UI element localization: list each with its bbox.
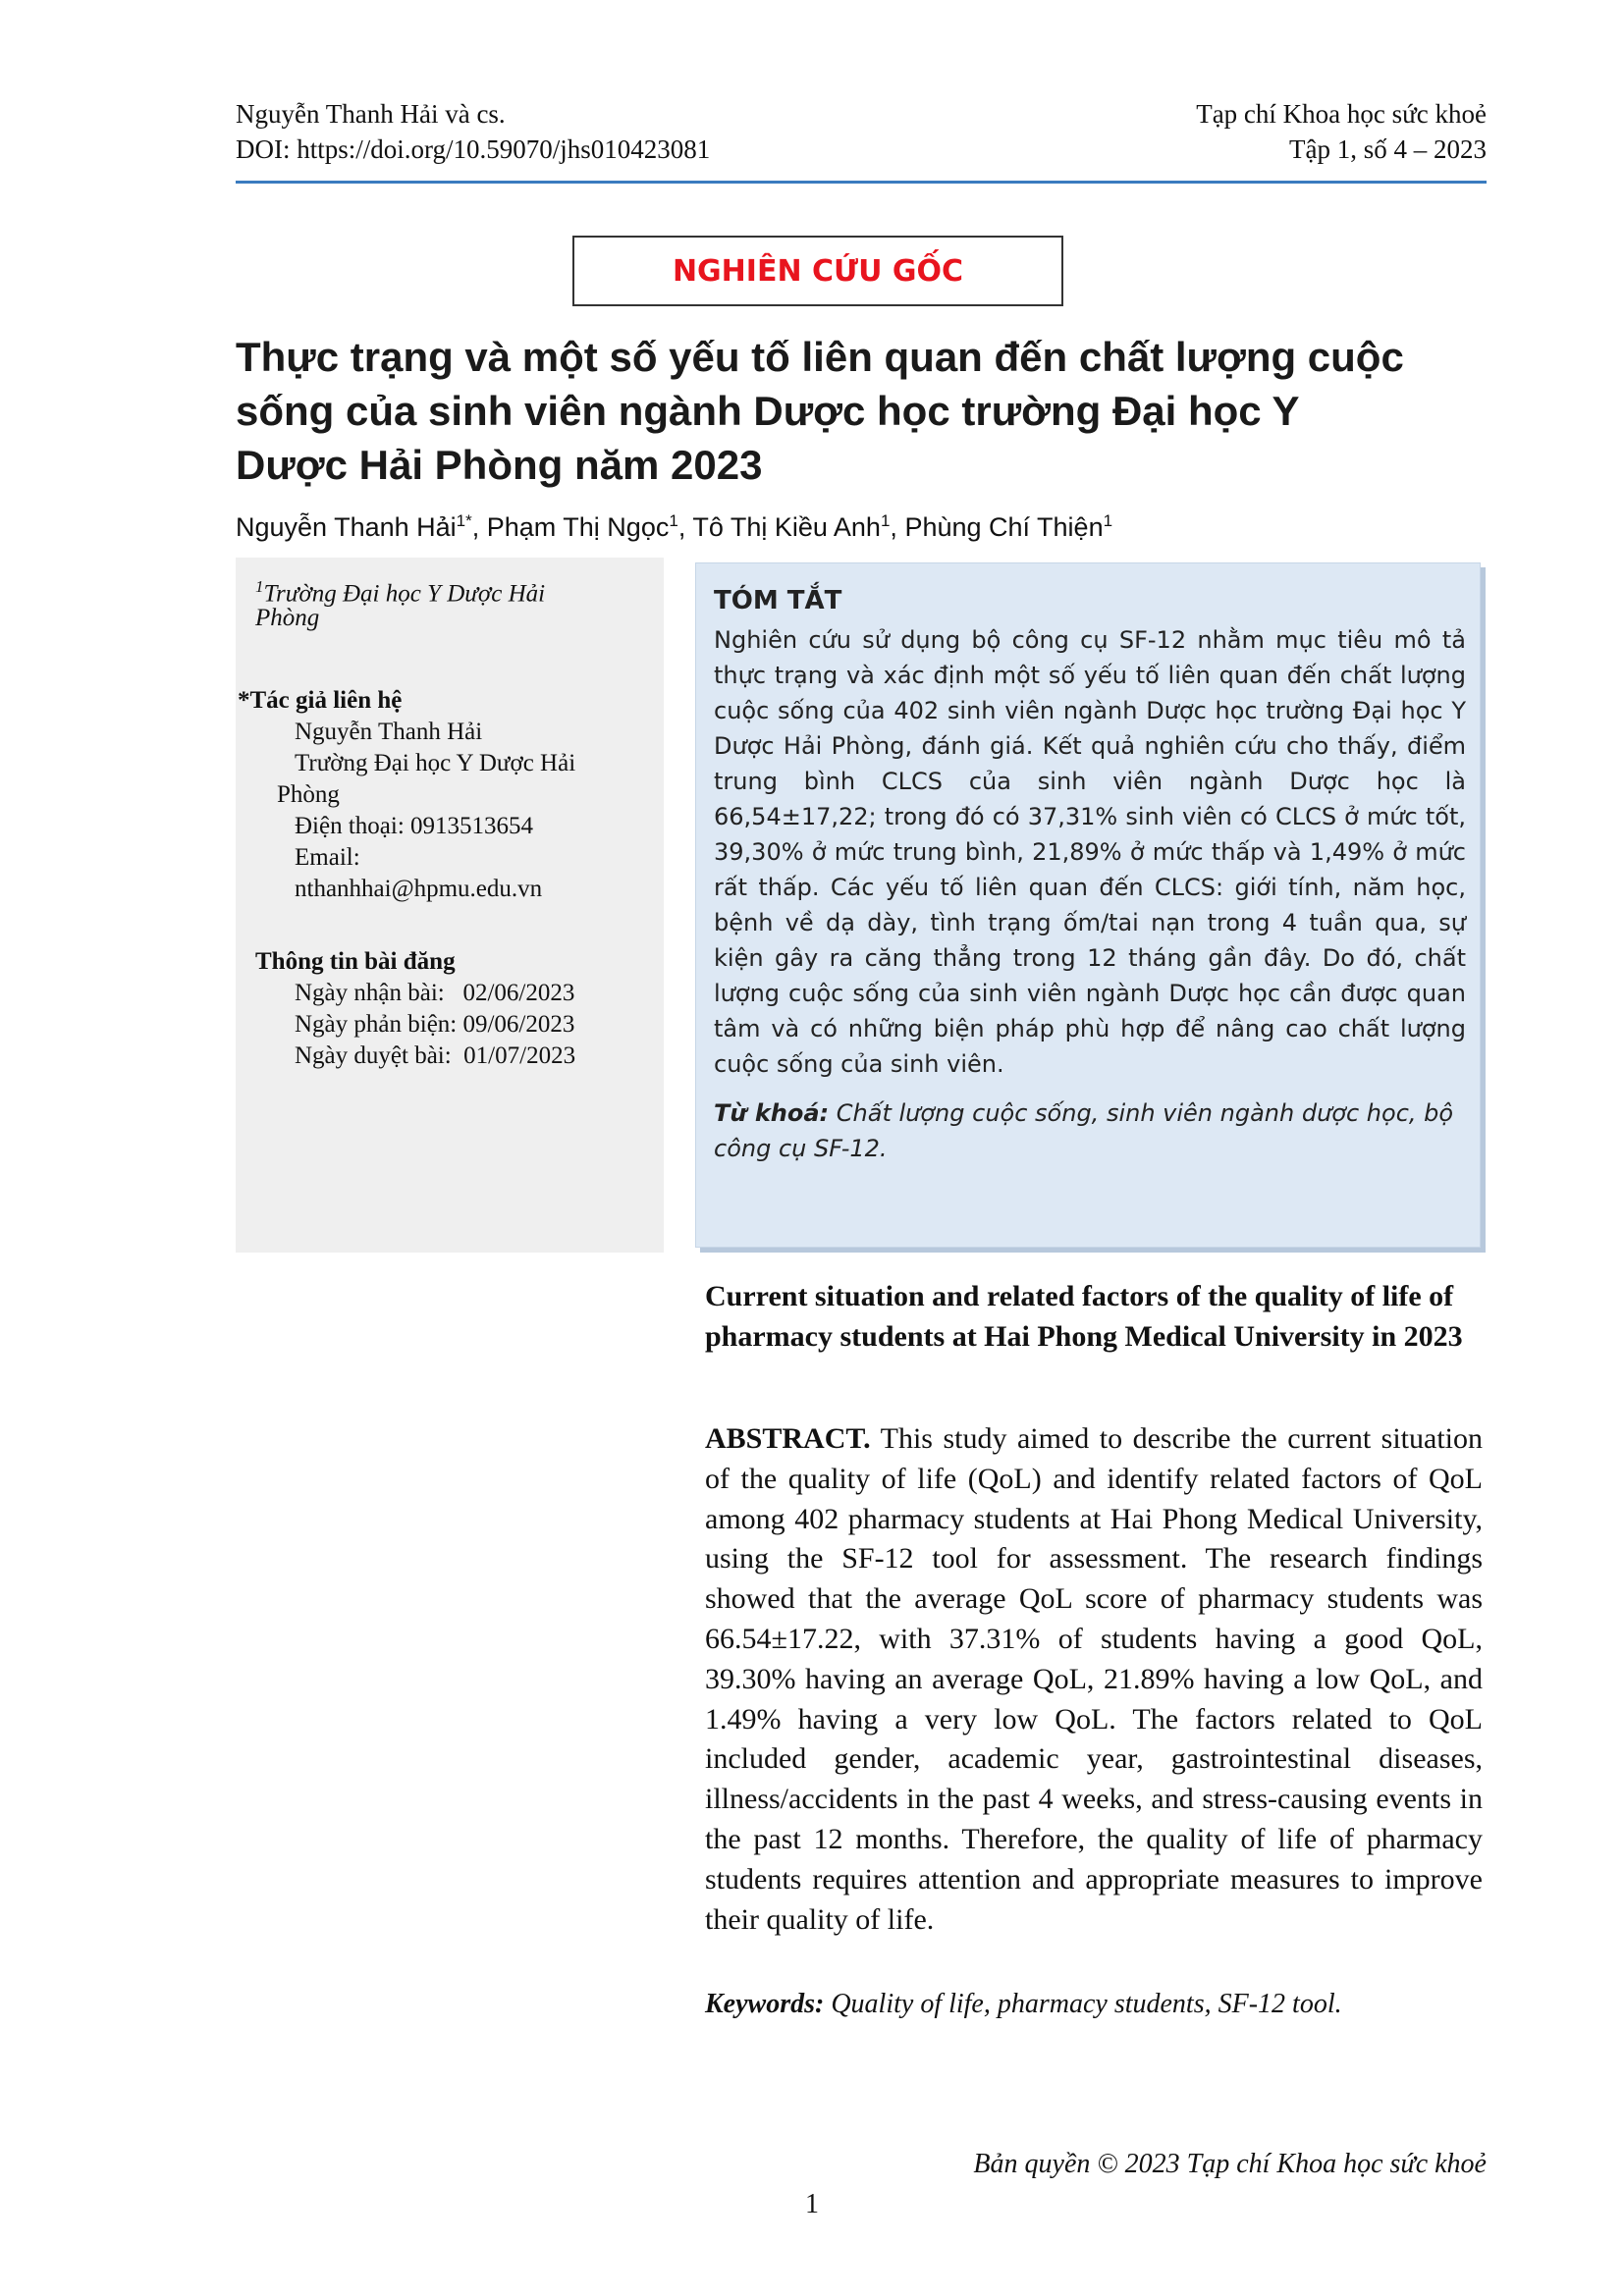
keywords-vi-text: Chất lượng cuộc sống, sinh viên ngành dược học, bộ công cụ SF-12. [714, 1099, 1454, 1162]
english-title: Current situation and related factors of the quality of life of pharmacy students at Hai Phong Medical University in 2023 [705, 1280, 1463, 1353]
title-line: Thực trạng và một số yếu tố liên quan đến chất lượng cuộc [236, 334, 1404, 380]
keywords-en-label: Keywords: [705, 1989, 825, 2019]
abstract-vi-heading: TÓM TẮT [714, 586, 842, 615]
header-doi[interactable]: DOI: https://doi.org/10.59070/jhs010423081 [236, 134, 711, 164]
author-name: Phạm Thị Ngọc [486, 512, 670, 542]
date-accepted: Ngày duyệt bài: 01/07/2023 [295, 1042, 576, 1069]
title-line: Dược Hải Phòng năm 2023 [236, 442, 763, 488]
author-affil: 1* [456, 511, 472, 530]
author-name: Phùng Chí Thiện [904, 512, 1104, 542]
english-keywords [705, 1987, 1490, 2022]
copyright-notice: Bản quyền © 2023 Tạp chí Khoa học sức khoẻ [973, 2149, 1487, 2179]
keywords-en-text: Quality of life, pharmacy students, SF-12 tool. [831, 1989, 1342, 2019]
page-number: 1 [805, 2189, 819, 2219]
email-link[interactable]: nthanhhai@hpmu.edu.vn [295, 876, 543, 902]
page-title [236, 330, 1502, 492]
header-journal: Tạp chí Khoa học sức khoẻ [1196, 99, 1487, 129]
affiliation-line: Phòng [255, 605, 320, 631]
title-line: sống của sinh viên ngành Dược học trường Đại học Y [236, 388, 1300, 434]
article-type-badge [572, 236, 1063, 306]
abstract-en-label: ABSTRACT. [705, 1422, 871, 1455]
date-reviewed: Ngày phản biện: 09/06/2023 [295, 1011, 575, 1038]
affiliation-line: $^1$Trường Đại học Y Dược Hải [255, 577, 546, 608]
abstract-vi-keywords [714, 1095, 1466, 1166]
header-authors: Nguyễn Thanh Hải và cs. [236, 99, 506, 129]
corresponding-label: *Tác giả liên hệ [238, 687, 403, 714]
email-label: Email: [295, 844, 360, 871]
author-affil: 1 [1103, 511, 1113, 530]
abstract-vi-text: Nghiên cứu sử dụng bộ công cụ SF-12 nhằm mục tiêu mô tả thực trạng và xác định một số yếu tố liên quan đến chất lượng cuộc sống của 402 sinh viên ngành Dược học trường Đại học Y Dược Hải Phòng, đánh giá. Kết quả nghiên cứu cho thấy, điểm trung bình CLCS của sinh viên ngành Dược học là 66,54±17,22; trong đó có 37,31% sinh viên có CLCS ở mức tốt, 39,30% ở mức trung bình, 21,89% ở mức thấp và 1,49% ở mức rất thấp. Các yếu tố liên quan đến CLCS: giới tính, năm học, bệnh về dạ dày, tình trạng ốm/tai nạn trong 4 tuần qua, sự kiện gây ra căng thẳng trong 12 tháng gần đây. Do đó, chất lượng cuộc sống của sinh viên ngành Dược học cần được quan tâm và có những biện pháp phù hợp để nâng cao chất lượng cuộc sống của sinh viên. [714, 626, 1466, 1078]
keywords-vi-label: Từ khoá: [714, 1099, 830, 1127]
running-header-left [236, 96, 710, 167]
author-name: Tô Thị Kiều Anh [692, 512, 881, 542]
english-abstract [705, 1419, 1483, 1940]
affiliation-sup: 1 [255, 577, 264, 596]
author-list: Nguyễn Thanh Hải$^{1*}$, Phạm Thị Ngọc$^1$, Tô Thị Kiều Anh$^1$, Phùng Chí Thiện$^1$ [236, 511, 1113, 542]
author-affil: 1 [669, 511, 678, 530]
article-info-sidebar [236, 558, 664, 1253]
corresponding-org: Trường Đại học Y Dược Hải [295, 750, 576, 776]
running-header-right [1196, 96, 1487, 167]
corresponding-phone: Điện thoại: 0913513654 [295, 813, 534, 839]
corresponding-org: Phòng [277, 781, 340, 808]
author-affil: 1 [880, 511, 891, 530]
corresponding-name: Nguyễn Thanh Hải [295, 719, 483, 745]
author-name: Nguyễn Thanh Hải [236, 512, 457, 542]
pub-info-label: Thông tin bài đăng [255, 948, 456, 975]
abstract-vi-box [695, 562, 1481, 1248]
date-received: Ngày nhận bài: 02/06/2023 [295, 980, 575, 1006]
header-volume: Tập 1, số 4 – 2023 [1289, 134, 1487, 164]
header-divider [236, 181, 1487, 184]
article-type-label: NGHIÊN CỨU GỐC [672, 253, 964, 289]
abstract-en-text: This study aimed to describe the current situation of the quality of life (QoL) and identify related factors of QoL among 402 pharmacy students at Hai Phong Medical University, using the SF-12 tool for assessment. The research findings showed that the average QoL score of pharmacy students was 66.54±17.22, with 37.31% of students having a good QoL, 39.30% having an average QoL, 21.89% having a low QoL, and 1.49% having a very low QoL. The factors related to QoL included gender, academic year, gastrointestinal diseases, illness/accidents in the past 4 weeks, and stress-causing events in the past 12 months. Therefore, the quality of life of pharmacy students requires attention and appropriate measures to improve their quality of life. [705, 1422, 1483, 1936]
